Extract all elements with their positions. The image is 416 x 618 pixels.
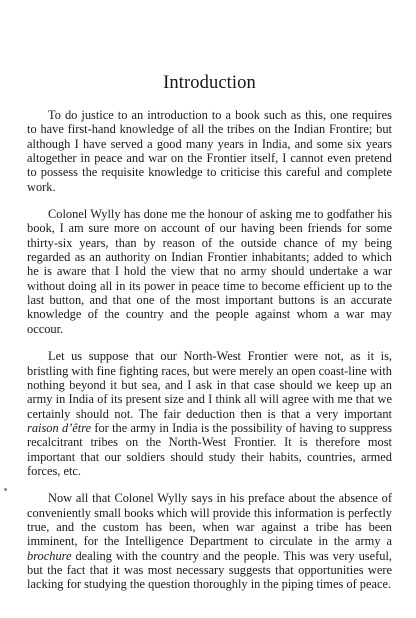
paragraph-4-italic-term: brochure [27,548,72,563]
paragraph-3-text-a: Let us suppose that our North-West Frontier were not, as it is, bristling with fine fighting races, but were merely an open coast-line with nothing beyond it but sea, and I ask in that case should we keep up an army in India of its present size and I think all will agree with me that we certainly should not. The fair deduction then is that a very important [27,349,392,421]
paragraph-1-text: To do justice to an introduction to a book such as this, one requires to have first-hand knowledge of all the tribes on the Indian Frontire; but although I have served a good many years in India, and some six years altogether in peace and war on the Frontier itself, I cannot even pretend to possess the requisite knowledge to criticise this careful and complete work. [27,108,392,194]
paragraph-3-italic-term: raison d’être [27,420,92,435]
page-title: Introduction [163,73,256,93]
paragraph-2 [27,207,392,336]
paragraph-2-text: Colonel Wylly has done me the honour of asking me to godfather his book, I am sure more on account of our having been friends for some thirty-six years, than by reason of the outside chance of my being regarded as an authority on Indian Frontier inhabitants; added to which he is aware that I hold the view that no army should undertake a war without doing all in its power in peace time to become efficient up to the last button, and that one of the most important buttons is an accurate knowledge of the country and the people against whom a war may occour. [27,207,392,336]
paragraph-4-text-a: Now all that Colonel Wylly says in his preface about the absence of conveniently small books which will provide this information is perfectly true, and the custom has been, when war against a tribe has been imminent, for the Intelligence Department to circulate in the army a [27,491,392,549]
margin-speck [4,488,7,491]
paragraph-1 [27,108,392,194]
paragraph-4-text-b: dealing with the country and the people. This was very useful, but the fact that it was most necessary suggests that opportunities were lacking for studying the question thoroughly in the piping times of peace. [27,548,392,592]
paragraph-3-text-b: for the army in India is the possibility of having to suppress recalcitrant tribes on the North-West Frontier. It is therefore most important that our soldiers should study their habits, countries, armed forces, etc. [27,420,392,478]
paragraph-4 [27,491,392,591]
paragraph-3 [27,349,392,478]
